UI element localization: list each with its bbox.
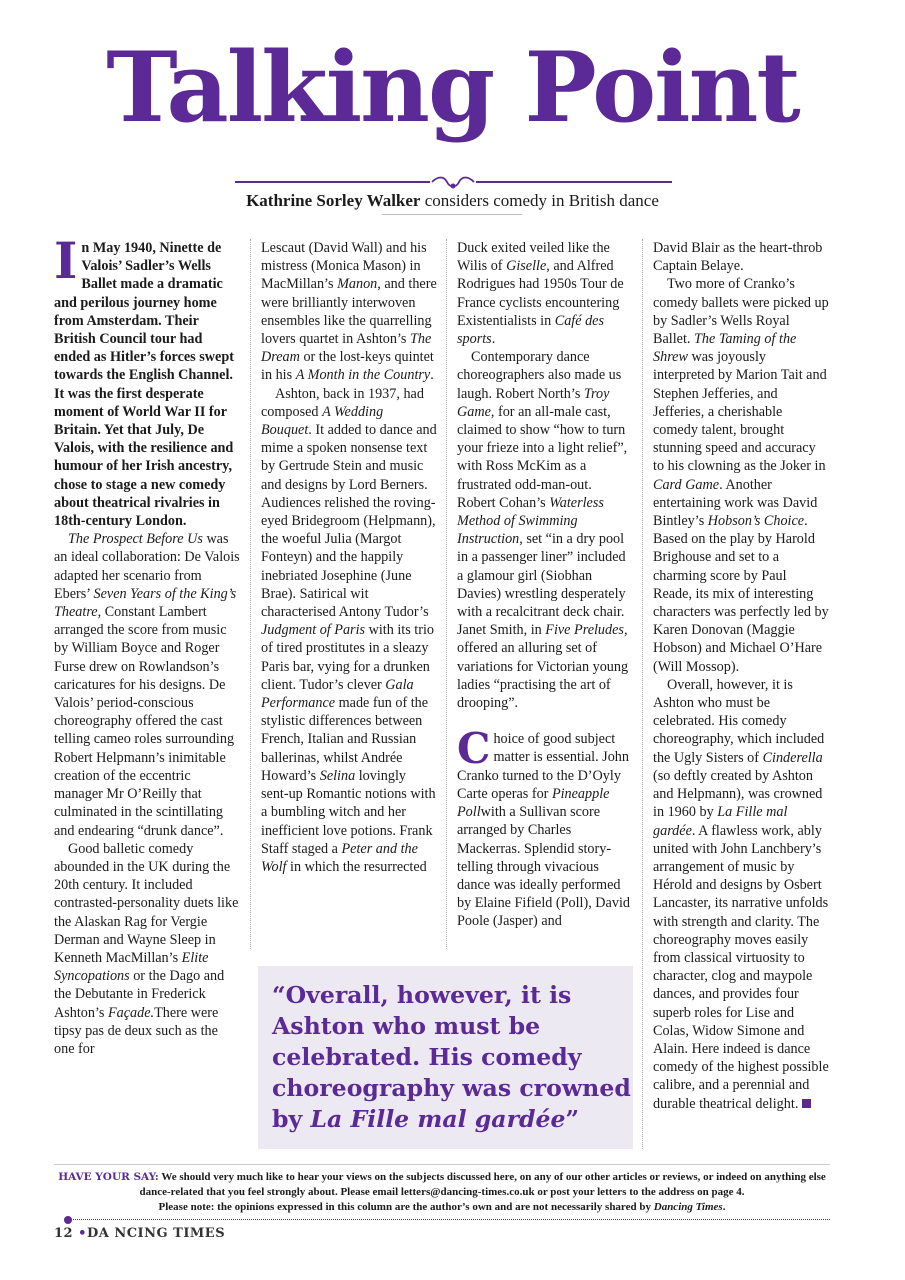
drop-cap: C [457,724,491,774]
footer-rule [54,1164,830,1165]
letters-notice: HAVE YOUR SAY: We should very much like to hear your views on the subjects discussed here, on any of our other articles or reviews, or indeed on anything else dance-related that you feel strongly about. Please email letters@dancing-times.co.uk or post your letters to the address on page 4. Please note: the opinions expressed in this column are the author’s own and are not necessarily shared by Dancing Times. [58,1171,826,1213]
pull-quote-title: La Fille mal gardée [310,1105,566,1133]
column-divider [250,239,251,949]
body-paragraph: Ashton, back in 1937, had composed A Wedding Bouquet. It added to dance and mime a spoken nonsense text by Gertrude Stein and music and designs by Lord Berners. Audiences relished the roving-eyed Bridegroom (Helpmann), the woeful Julia (Margot Fonteyn) and the happily inebriated Josephine (June Brae). Satirical wit characterised Antony Tudor’s Judgment of Paris with its trio of tired prostitutes in a sleazy Paris bar, vying for a drunken client. Tudor’s clever Gala Performance made fun of the stylistic differences between French, Italian and Russian ballerinas, whilst Andrée Howard’s Selina lovingly sent-up Romantic notions with a bumbling witch and her inefficient love potions. Frank Staff staged a Peter and the Wolf in which the resurrected [261,385,437,875]
body-paragraph: Duck exited veiled like the Wilis of Giselle, and Alfred Rodrigues had 1950s Tour de France cyclists encountering Existentialists in Café des sports. [457,240,624,348]
footer-dotted-rule [66,1219,830,1220]
body-paragraph: Overall, however, it is Ashton who must be celebrated. His comedy choreography, which included the Ugly Sisters of Cinderella (so deftly created by Ashton and Helpmann), was crowned in 1960 by La Fille mal gardée. A flawless work, ably united with John Lanchbery’s arrangement of music by Hérold and designs by Osbert Lancaster, its narrative unfolds with strength and clarity. The choreography moves easily from classical virtuosity to character, clog and maypole dances, and provides four superb roles for Lise and Colas, Widow Simone and Alain. Here indeed is dance comedy of the highest possible calibre, and a perennial and durable theatrical delight. [653,676,829,1112]
magazine-name: DA NCING TIMES [86,1226,226,1241]
disclaimer: Please note: the opinions expressed in this column are the author’s own and are not necessarily shared by [158,1201,654,1213]
author-name: Kathrine Sorley Walker [246,191,421,210]
footer-dot [64,1216,72,1224]
title-ornament [0,176,905,190]
article-column-2 [261,239,437,876]
pull-quote: “Overall, however, it is Ashton who must be celebrated. His comedy choreography was crowned by La Fille mal gardée” [258,966,633,1149]
byline-rule [382,214,522,215]
page-folio: 12 •DA NCING TIMES [54,1226,226,1241]
page-title: Talking Point [106,31,799,144]
body-paragraph: Good balletic comedy abounded in the UK during the 20th century. It included contrasted-personality duets like the Alaskan Rag for Vergie Derman and Wayne Sleep in Kenneth MacMillan’s Elite Syncopations or the Dago and the Debutante in Frederick Ashton’s Façade.There were tipsy pas de deux such as the one for [54,840,239,1057]
body-paragraph: David Blair as the heart-throb Captain Belaye. [653,240,823,275]
body-paragraph: Choice of good subject matter is essential. John Cranko turned to the D’Oyly Carte operas for Pineapple Pollwith a Sullivan score arranged by Charles Mackerras. Splendid story-telling through vivacious dance was ideally performed by Elaine Fifield (Poll), David Poole (Jasper) and [457,724,630,930]
drop-cap: I [54,231,78,290]
column-divider [446,239,447,949]
letters-text: We should very much like to hear your views on the subjects discussed here, on any of our other articles or reviews, or indeed on anything else dance-related that you feel strongly about. Please email letters@dancing-times.co.uk or post your letters to the address on page 4. [139,1171,826,1198]
lead-paragraph [54,231,240,530]
byline-text: considers comedy in British dance [424,191,659,210]
end-mark [802,1099,811,1108]
article-column-4 [653,239,829,1113]
body-paragraph: Contemporary dance choreographers also made us laugh. Robert North’s Troy Game, for an all-male cast, claimed to show “how to turn your frieze into a light relief”, with Ross McKim as a frustrated odd-man-out. Robert Cohan’s Waterless Method of Swimming Instruction, set “in a dry pool in a passenger liner” included a glamour girl (Siobhan Davies) wrestling desperately with a recalcitrant deck chair. Janet Smith, in Five Preludes, offered an alluring set of variations for Victorian young ladies “practising the art of drooping”. [457,349,629,712]
article-column-3 [457,239,633,931]
body-paragraph: Two more of Cranko’s comedy ballets were picked up by Sadler’s Wells Royal Ballet. The Taming of the Shrew was joyously interpreted by Marion Tait and Stephen Jefferies, and Jefferies, a cherishable comedy talent, brought stunning speed and accuracy to his clowning as the Joker in Card Game. Another entertaining work was David Bintley’s Hobson’s Choice. Based on the play by Harold Brighouse and set to a charming score by Paul Reade, its mix of interesting characters was perfectly led by Karen Donovan (Maggie Hobson) and Michael O’Hare (Will Mossop). [653,276,829,675]
body-paragraph: The Prospect Before Us was an ideal collaboration: De Valois adapted her scenario from Ebers’ Seven Years of the King’s Theatre, Constant Lambert arranged the score from music by William Boyce and Roger Furse drew on Rowlandson’s caricatures for his designs. De Valois’ period-conscious choreography offered the cast telling cameo roles surrounding Robert Helpmann’s inimitable creation of the eccentric manager Mr O’Reilly that culminated in the scintillating and endearing “drunk dance”. [54,531,240,839]
body-paragraph: Lescaut (David Wall) and his mistress (Monica Mason) in MacMillan’s Manon, and there were brilliantly interwoven ensembles like the quarrelling lovers quartet in Ashton’s The Dream or the lost-keys quintet in his A Month in the Country. [261,240,437,384]
pull-quote-text: “Overall, however, it is Ashton who must be celebrated. His comedy choreography was crowned by [272,981,631,1133]
lead-text: n May 1940, Ninette de Valois’ Sadler’s Wells Ballet made a dramatic and perilous journey home from Amsterdam. Their British Council tour had ended as Hitler’s forces swept towards the English Channel. It was the first desperate moment of World War II for Britain. Yet that July, De Valois, with the resilience and humour of her Irish ancestry, chose to stage a new comedy about theatrical rivalries in 18th-century London. [54,240,234,530]
article-column-1 [54,231,240,1058]
byline [0,191,905,211]
column-divider [642,239,643,1149]
have-your-say-label: HAVE YOUR SAY: [58,1171,159,1183]
page-number: 12 [54,1226,74,1241]
